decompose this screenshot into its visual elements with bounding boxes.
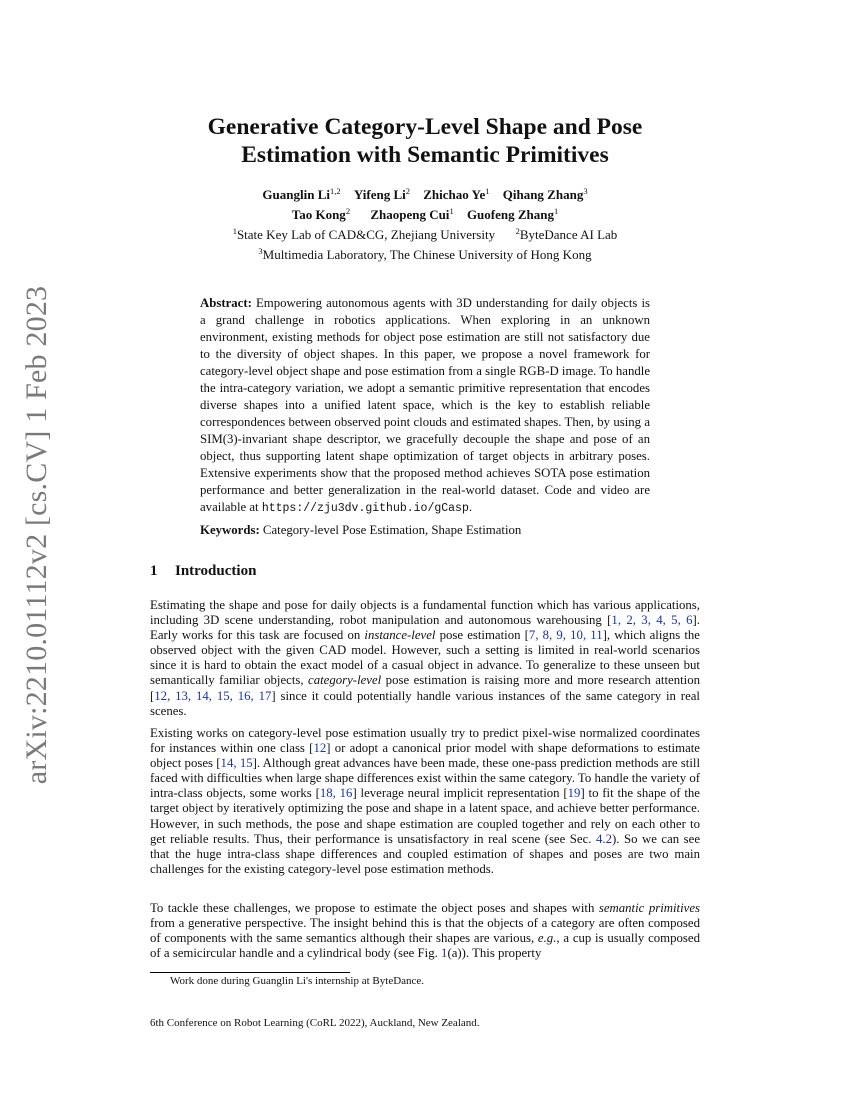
paper-title <box>150 113 700 169</box>
project-link[interactable]: https://zju3dv.github.io/gCasp <box>261 502 469 515</box>
author: Guanglin Li$^{1,2}$ <box>262 186 341 202</box>
abstract-text: Empowering autonomous agents with 3D understanding for daily objects is a grand challenge in robotics applications. When exploring in an unknown environment, existing methods for object pose estimation are still not satisfactory due to the diversity of object shapes. In this paper, we propose a novel framework for category-level object shape and pose estimation from a single RGB-D image. To handle the intra-category variation, we adopt a semantic primitive representation that encodes diverse shapes into a unified latent space, which is the key to establish reliable correspondences between observed point clouds and estimated shapes. Then, by using a SIM(3)-invariant shape descriptor, we gracefully decouple the shape and pose of an object, thus supporting latent shape optimization of target objects in arbitrary poses. Extensive experiments show that the proposed method achieves SOTA pose estimation performance and better generalization in the real-world dataset. Code and video are available at <box>200 296 650 514</box>
keywords-text: Category-level Pose Estimation, Shape Estimation <box>262 523 522 537</box>
citation-link[interactable]: 1, 2, 3, 4, 5, 6 <box>611 613 693 628</box>
intro-paragraph-3: To tackle these challenges, we propose to estimate the object poses and shapes with semantic primitives from a generative perspective. The insight behind this is that the objects of a category are often composed of components with the same semantics although their shapes are various, e.g., a cup is usually composed of a semicircular handle and a cylindrical body (see Fig. 1(a)). This property <box>150 901 700 961</box>
title-line: Estimation with Semantic Primitives <box>241 142 609 168</box>
author-row <box>150 183 700 203</box>
citation-link[interactable]: 14, 15 <box>220 756 253 771</box>
affiliation-row: $^3$Multimedia Laboratory, The Chinese University of Hong Kong <box>258 246 592 262</box>
keywords <box>200 523 650 538</box>
author: Yifeng Li$^2$ <box>353 186 410 202</box>
citation-link[interactable]: 18, 16 <box>319 786 353 801</box>
affiliation: State Key Lab of CAD&CG, Zhejiang University <box>236 227 496 242</box>
section-number: 1 <box>150 563 158 579</box>
intro-paragraph-1: Estimating the shape and pose for daily objects is a fundamental function which has various applications, including 3D scene understanding, robot manipulation and autonomous warehousing [1, 2, 3, 4, 5, 6]. Early works for this task are focused on instance-level pose estimation [7, 8, 9, 10, 11], which aligns the observed object with the given CAD model. However, such a setting is limited in real-world scenarios since it is hard to obtain the exact model of a casual object in advance. To generalize to these unseen but semantically familiar objects, category-level pose estimation is raising more and more research attention [12, 13, 14, 15, 16, 17] since it could potentially handle various instances of the same category in real scenes. <box>150 598 701 718</box>
citation-link[interactable]: 4.2 <box>595 831 612 846</box>
author: Zhichao Ye$^1$ <box>423 186 490 202</box>
citation-link[interactable]: 19 <box>567 786 581 801</box>
author-block <box>150 183 700 263</box>
conference-note: 6th Conference on Robot Learning (CoRL 2022), Auckland, New Zealand. <box>150 1017 480 1029</box>
affiliation: ByteDance AI Lab <box>519 227 618 242</box>
citation-link[interactable]: 12 <box>313 741 327 756</box>
affiliation-row: $^1$State Key Lab of CAD&CG, Zhejiang University $^2$ByteDance AI Lab <box>232 226 618 242</box>
arxiv-identifier: arXiv:2210.01112v2 [cs.CV] 1 Feb 2023 <box>20 285 53 785</box>
intro-paragraph-2: Existing works on category-level pose estimation usually try to predict pixel-wise normalized coordinates for instances within one class [12] or adopt a canonical prior model with shape deformations to estimate object poses [14, 15]. Although great advances have been made, these one-pass prediction methods are still faced with difficulties when large shape differences exist within the same category. To handle the variety of intra-class objects, some works [18, 16] leverage neural implicit representation [19] to fit the shape of the target object by iteratively optimizing the pose and shape in a latent space, and achieve better performance. However, in such methods, the pose and shape estimation are coupled together and rely on each other to get reliable results. Thus, their performance is unsatisfactory in real scene (see Sec. 4.2). So we can see that the huge intra-class shape differences and coupled estimation of shapes and poses are two main challenges for the existing category-level pose estimation methods. <box>150 726 701 876</box>
citation-link[interactable]: 1 <box>441 946 448 961</box>
section-title: Introduction <box>175 563 257 579</box>
citation-link[interactable]: 12, 13, 14, 15, 16, 17 <box>154 688 272 703</box>
arxiv-stamp <box>0 0 60 1100</box>
affiliation: Multimedia Laboratory, The Chinese University of Hong Kong <box>262 247 592 262</box>
author: Qihang Zhang$^3$ <box>502 186 588 202</box>
keywords-label: Keywords: <box>200 523 260 537</box>
section-heading <box>150 563 256 580</box>
author: Tao Kong$^2$ <box>291 206 351 222</box>
citation-link[interactable]: 7, 8, 9, 10, 11 <box>528 628 603 643</box>
footnote: Work done during Guanglin Li's internship at ByteDance. <box>170 975 425 987</box>
footnote-rule <box>150 972 350 973</box>
author: Guofeng Zhang$^1$ <box>466 206 559 222</box>
author-row <box>150 203 700 223</box>
author: Zhaopeng Cui$^1$ <box>370 206 454 222</box>
abstract-label: Abstract: <box>200 296 252 310</box>
abstract: Abstract: Empowering autonomous agents with 3D understanding for daily objects is a grand challenge in robotics applications. When exploring in an unknown environment, existing methods for object pose estimation are still not satisfactory due to the diversity of object shapes. In this paper, we propose a novel framework for category-level object shape and pose estimation from a single RGB-D image. To handle the intra-category variation, we adopt a semantic primitive representation that encodes diverse shapes into a unified latent space, which is the key to establish reliable correspondences between observed point clouds and estimated shapes. Then, by using a SIM(3)-invariant shape descriptor, we gracefully decouple the shape and pose of an object, thus supporting latent shape optimization of target objects in arbitrary poses. Extensive experiments show that the proposed method achieves SOTA pose estimation performance and better generalization in the real-world dataset. Code and video are available at https://zju3dv.github.io/gCasp. <box>200 296 650 515</box>
title-line: Generative Category-Level Shape and Pose <box>207 114 643 140</box>
